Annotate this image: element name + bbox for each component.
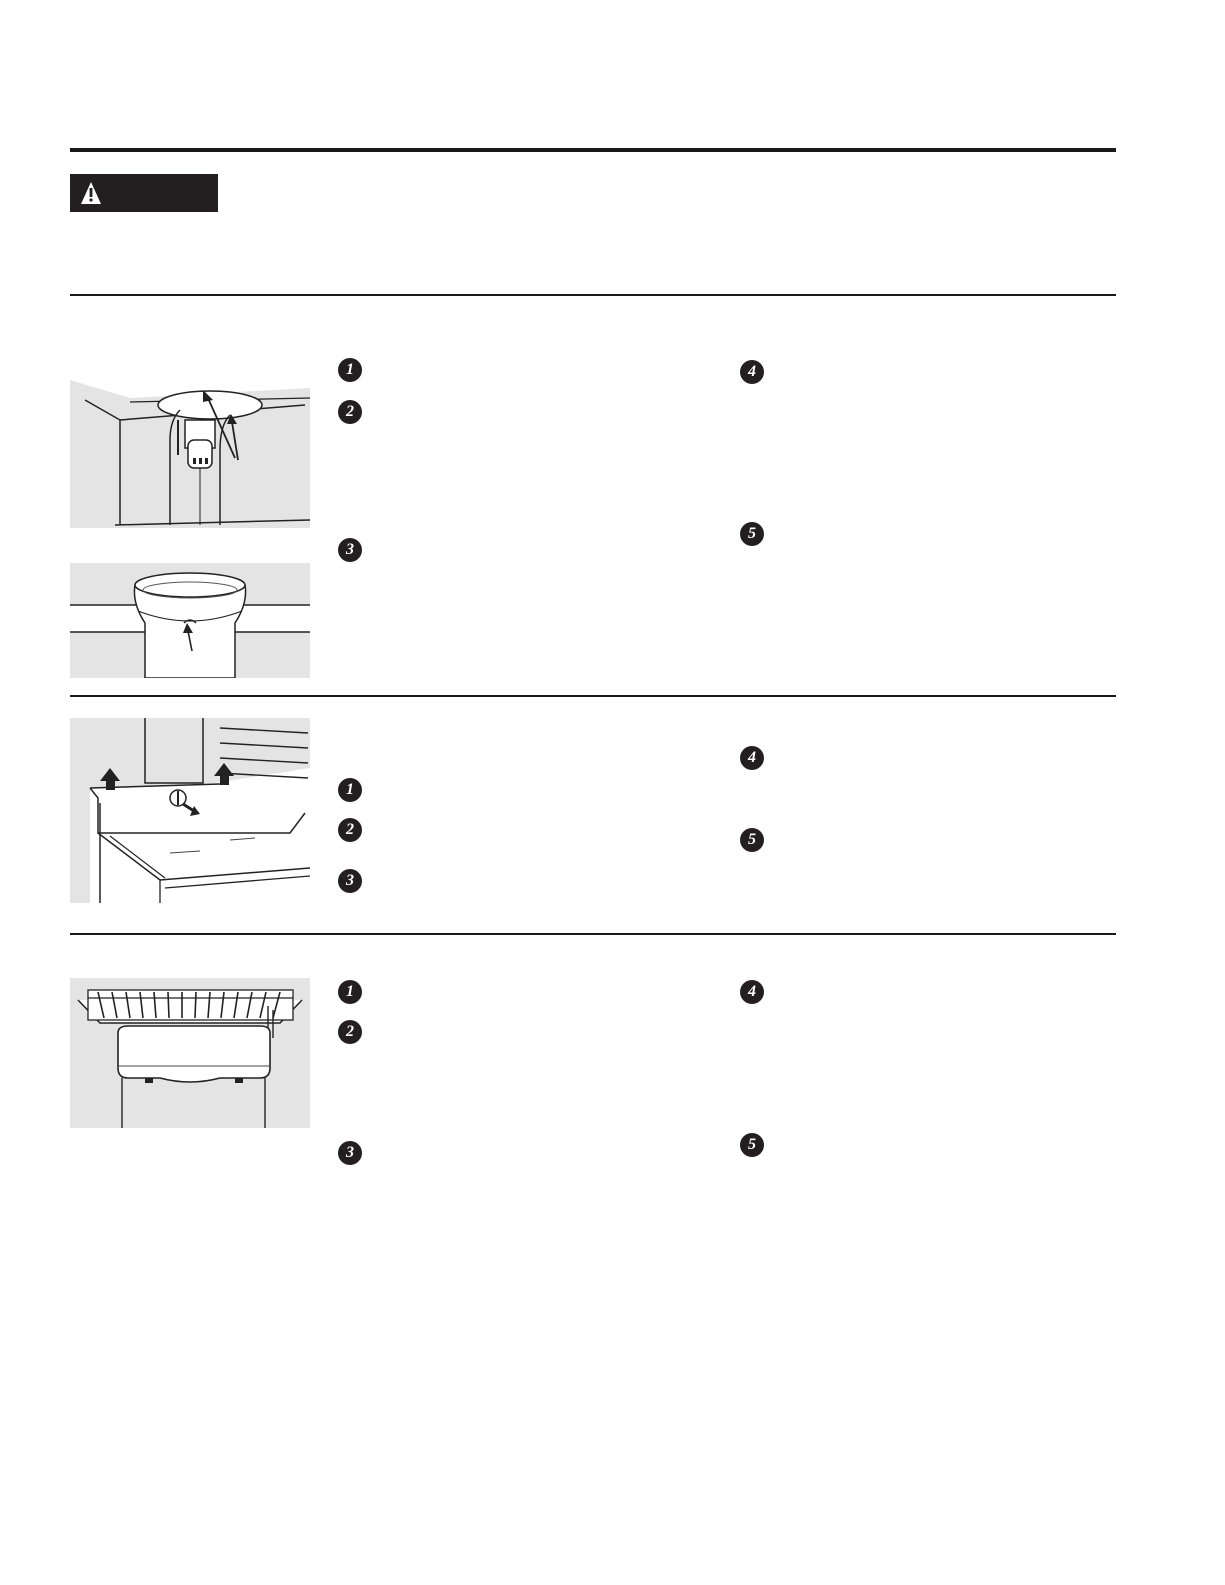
top-rule bbox=[70, 148, 1116, 152]
ice-bin-illustration bbox=[70, 978, 310, 1128]
step-badge-4: 4 bbox=[740, 746, 764, 770]
step-badge-4: 4 bbox=[740, 360, 764, 384]
section-divider-2 bbox=[70, 695, 1116, 697]
step-badge-5: 5 bbox=[740, 1133, 764, 1157]
step-badge-1: 1 bbox=[338, 980, 362, 1004]
warning-badge bbox=[70, 174, 218, 212]
step-badge-2: 2 bbox=[338, 400, 362, 424]
step-badge-3: 3 bbox=[338, 1141, 362, 1165]
section-divider-3 bbox=[70, 933, 1116, 935]
dispenser-cup-illustration bbox=[70, 563, 310, 678]
warning-triangle-icon bbox=[80, 181, 102, 205]
section-divider-1 bbox=[70, 294, 1116, 296]
dispenser-top-illustration bbox=[70, 380, 310, 528]
step-badge-5: 5 bbox=[740, 522, 764, 546]
step-badge-3: 3 bbox=[338, 869, 362, 893]
step-badge-2: 2 bbox=[338, 818, 362, 842]
step-badge-2: 2 bbox=[338, 1020, 362, 1044]
shelf-support-illustration bbox=[70, 718, 310, 903]
step-badge-1: 1 bbox=[338, 358, 362, 382]
step-badge-3: 3 bbox=[338, 538, 362, 562]
step-badge-1: 1 bbox=[338, 778, 362, 802]
step-badge-5: 5 bbox=[740, 828, 764, 852]
step-badge-4: 4 bbox=[740, 980, 764, 1004]
